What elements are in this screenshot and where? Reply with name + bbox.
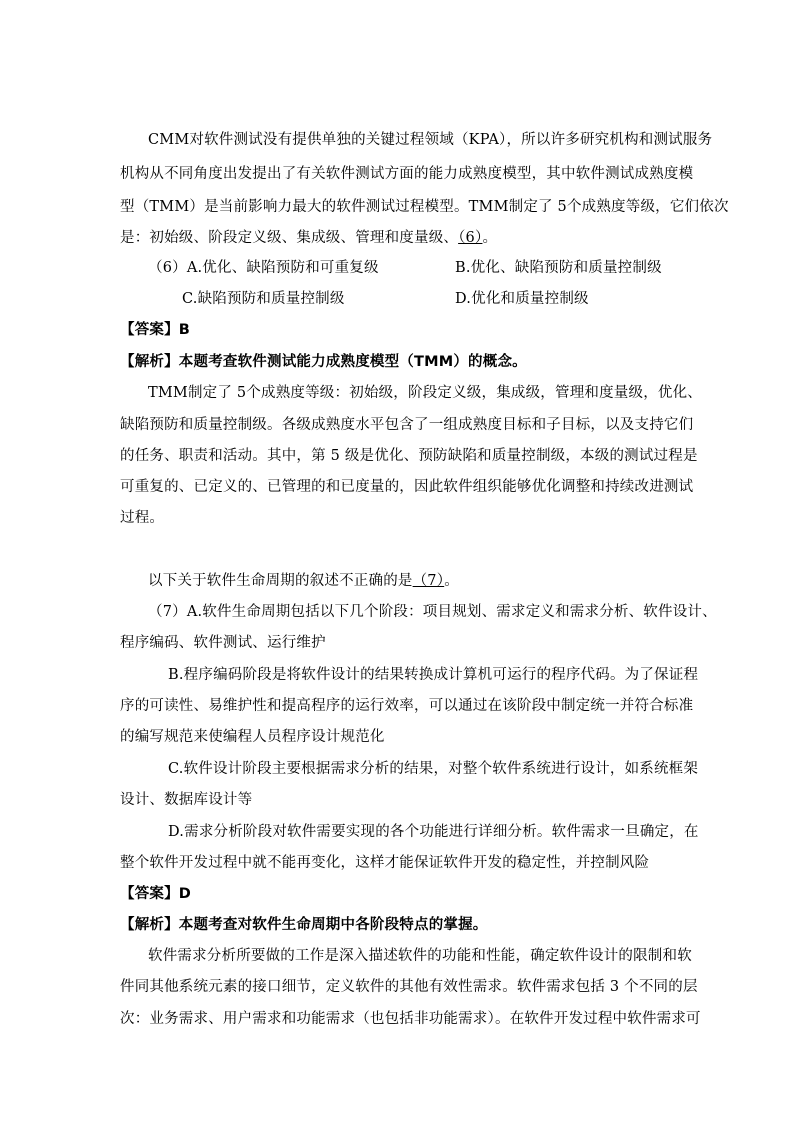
q7-option-d-line-1: D.需求分析阶段对软件需要实现的各个功能进行详细分析。软件需求一旦确定，在 xyxy=(168,824,699,840)
q7-option-c-line-2: 设计、数据库设计等 xyxy=(120,792,253,808)
q6-analysis-line-3: 的任务、职责和活动。其中，第 5 级是优化、预防缺陷和质量控制级，本级的测试过程是 xyxy=(120,448,698,464)
q7-option-b-line-1: B.程序编码阶段是将软件设计的结果转换成计算机可运行的程序代码。为了保证程 xyxy=(168,667,699,683)
q7-analysis-line-3: 次：业务需求、用户需求和功能需求（也包括非功能需求）。在软件开发过程中软件需求可 xyxy=(120,1011,701,1027)
q6-option-a: （6）A.优化、缺陷预防和可重复级 xyxy=(148,260,379,276)
q7-option-a-line-2: 程序编码、软件测试、运行维护 xyxy=(120,635,326,651)
q7-option-d-line-2: 整个软件开发过程中就不能再变化，这样才能保证软件开发的稳定性，并控制风险 xyxy=(120,855,650,871)
q6-analysis-line-5: 过程。 xyxy=(120,510,165,526)
q6-stem-line-3: 型（TMM）是当前影响力最大的软件测试过程模型。TMM制定了 5个成熟度等级，它们依次 xyxy=(120,199,729,215)
q6-option-c: C.缺陷预防和质量控制级 xyxy=(182,291,345,307)
q6-stem-end: 。 xyxy=(482,230,498,246)
q6-stem-line-4-text: 是：初始级、阶段定义级、集成级、管理和度量级、 xyxy=(120,230,459,246)
q6-stem-line-1: CMM对软件测试没有提供单独的关键过程领域（KPA），所以许多研究机构和测试服务 xyxy=(148,132,713,148)
q7-stem-end: 。 xyxy=(444,573,459,589)
q6-blank: （6） xyxy=(458,230,483,246)
q7-stem-text: 以下关于软件生命周期的叙述不正确的是 xyxy=(148,573,413,589)
q7-option-b-line-2: 序的可读性、易维护性和提高程序的运行效率，可以通过在该阶段中制定统一并符合标准 xyxy=(120,698,694,714)
q7-analysis-label: 【解析】本题考查对软件生命周期中各阶段特点的掌握。 xyxy=(120,917,488,933)
q6-stem-line-2: 机构从不同角度出发提出了有关软件测试方面的能力成熟度模型，其中软件测试成熟度模 xyxy=(120,166,694,182)
q6-option-b: B.优化、缺陷预防和质量控制级 xyxy=(455,260,662,276)
q6-analysis-label: 【解析】本题考查软件测试能力成熟度模型（TMM）的概念。 xyxy=(120,354,527,370)
q6-analysis-line-4: 可重复的、已定义的、已管理的和已度量的，因此软件组织能够优化调整和持续改进测试 xyxy=(120,479,694,495)
q7-analysis-line-1: 软件需求分析所要做的工作是深入描述软件的功能和性能，确定软件设计的限制和软 xyxy=(148,948,692,964)
q6-stem-line-4 xyxy=(120,228,497,248)
q7-blank: （7） xyxy=(412,573,445,589)
q7-option-c-line-1: C.软件设计阶段主要根据需求分析的结果，对整个软件系统进行设计，如系统框架 xyxy=(168,761,699,777)
q7-stem xyxy=(148,571,459,591)
q7-answer-label: 【答案】D xyxy=(120,886,192,902)
q6-option-d: D.优化和质量控制级 xyxy=(455,291,589,307)
q6-analysis-line-2: 缺陷预防和质量控制级。各级成熟度水平包含了一组成熟度目标和子目标，以及支持它们 xyxy=(120,417,694,433)
q6-answer-label: 【答案】B xyxy=(120,322,191,338)
q6-analysis-line-1: TMM制定了 5个成熟度等级：初始级，阶段定义级，集成级，管理和度量级，优化、 xyxy=(148,385,702,401)
q7-option-a-line-1: （7）A.软件生命周期包括以下几个阶段：项目规划、需求定义和需求分析、软件设计、 xyxy=(148,604,717,620)
q7-option-b-line-3: 的编写规范来使编程人员程序设计规范化 xyxy=(120,729,385,745)
q7-analysis-line-2: 件同其他系统元素的接口细节，定义软件的其他有效性需求。软件需求包括 3 个不同的层 xyxy=(120,979,698,995)
